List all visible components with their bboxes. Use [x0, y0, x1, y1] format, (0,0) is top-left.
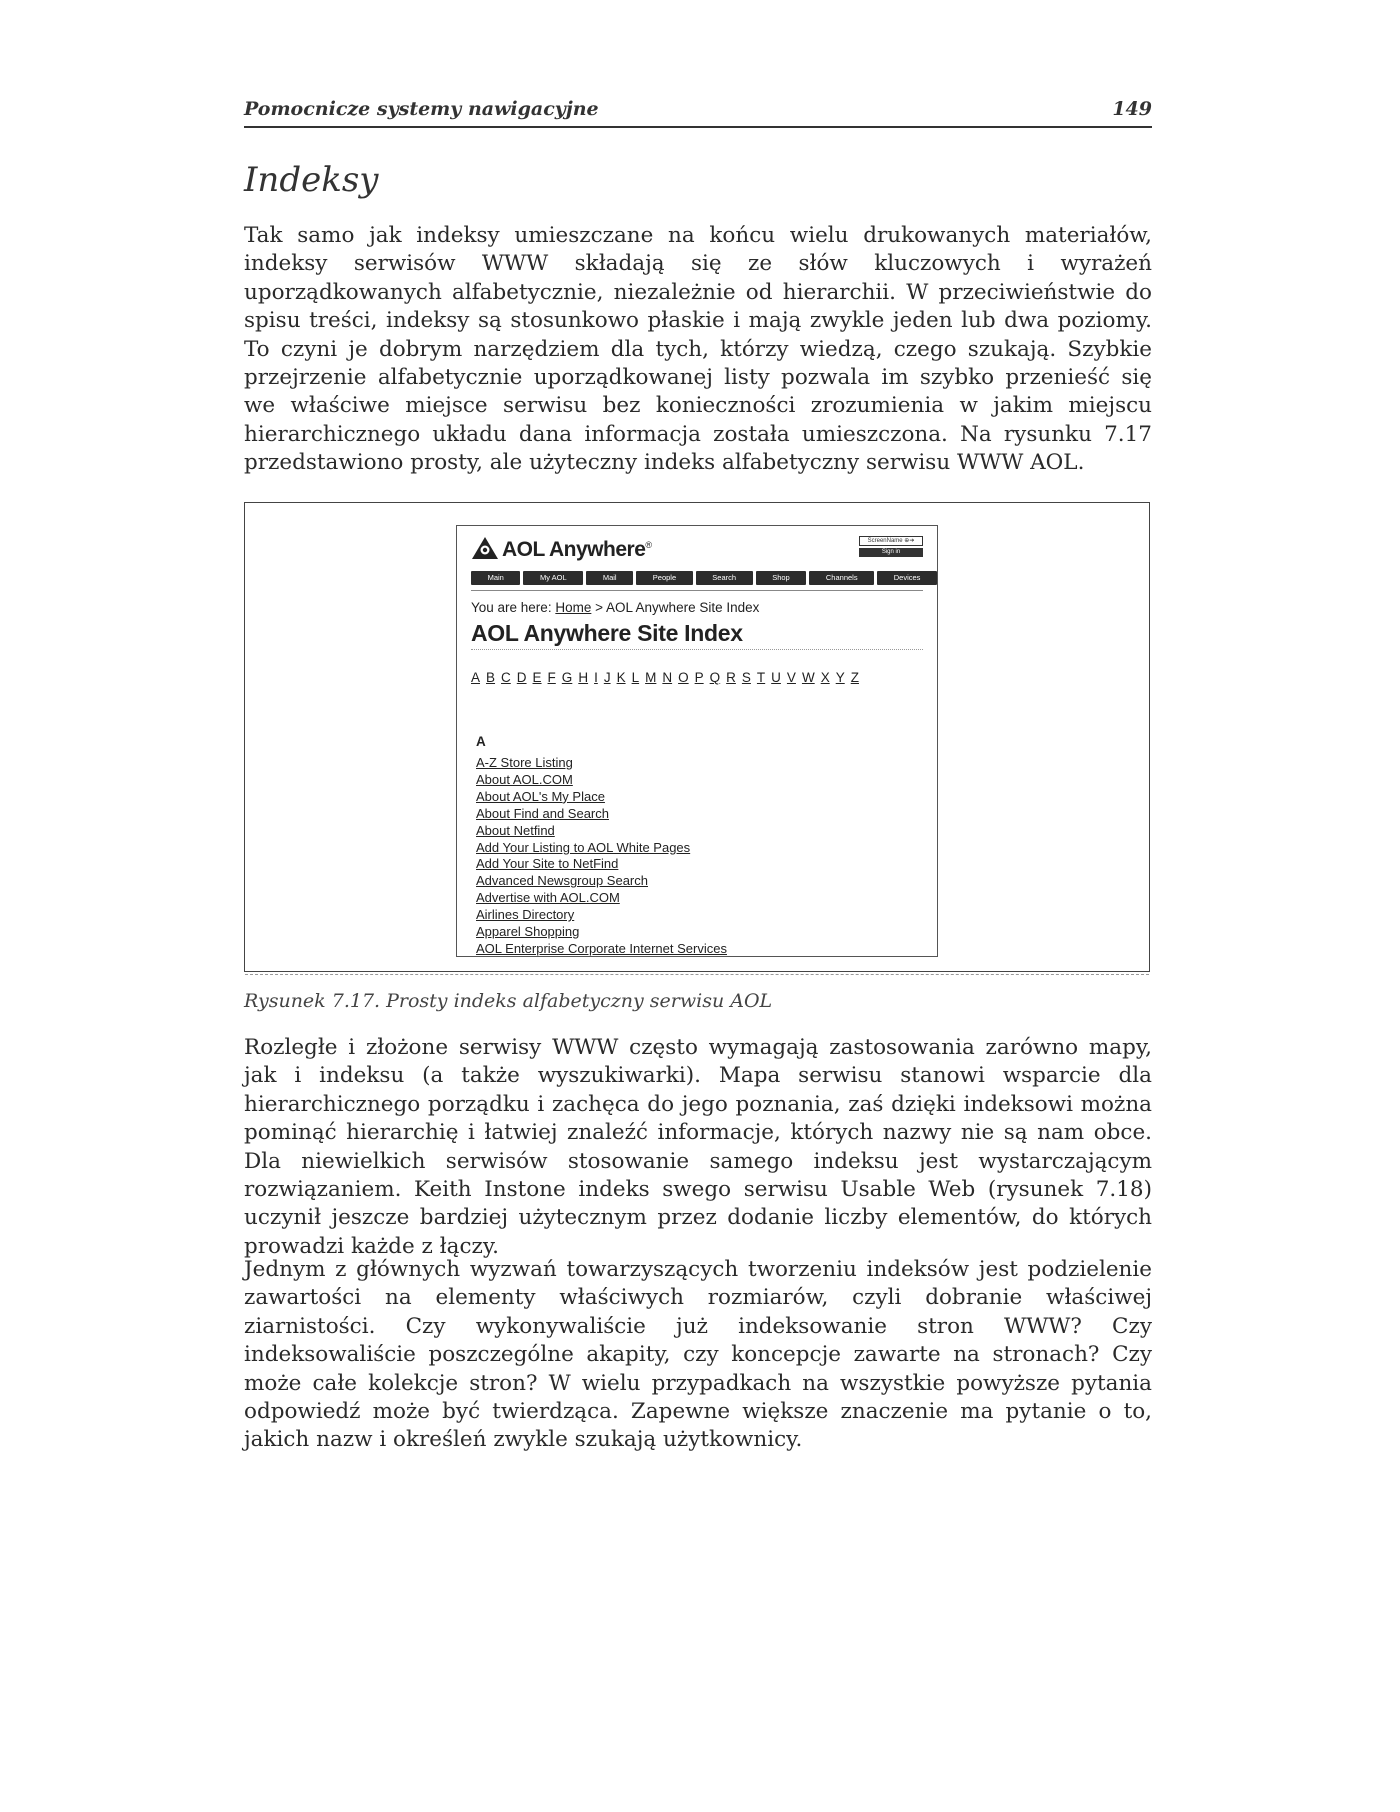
- aol-triangle-icon: [471, 536, 499, 565]
- letter-link[interactable]: U: [771, 670, 781, 685]
- index-link[interactable]: About AOL.COM: [476, 771, 573, 787]
- paragraph: Tak samo jak indeksy umieszczane na końcu wielu drukowanych materiałów, indeksy serwisów WWW składają się ze słów kluczowych i wyrażeń uporządkowanych alfabetycznie, niezależnie od hierarchii. W przeciwieństwie do spisu treści, indeksy są stosunkowo płaskie i mają zwykle jeden lub dwa poziomy. To czyni je dobrym narzędziem dla tych, którzy wiedzą, czego szukają. Szybkie przejrzenie alfabetycznie uporządkowanej listy pozwala im szybko przenieść się we właściwe miejsce serwisu bez konieczności zrozumienia w jakim miejscu hierarchicznego układu dana informacja została umieszczona. Na rysunku 7.17 przedstawiono prosty, ale użyteczny indeks alfabetyczny serwisu WWW AOL.: [244, 223, 1152, 476]
- letter-link[interactable]: N: [662, 670, 673, 685]
- breadcrumb-current: AOL Anywhere Site Index: [606, 600, 760, 615]
- letter-link[interactable]: R: [726, 670, 736, 685]
- letter-link[interactable]: F: [547, 670, 556, 685]
- index-link[interactable]: Apparel Shopping: [476, 924, 580, 940]
- breadcrumb: [471, 600, 759, 615]
- letter-link[interactable]: X: [820, 670, 830, 685]
- index-link[interactable]: Advanced Newsgroup Search: [476, 873, 648, 889]
- letter-link[interactable]: A: [471, 670, 481, 685]
- letter-link[interactable]: T: [756, 670, 766, 685]
- nav-divider: [471, 590, 923, 591]
- figure-caption: Rysunek 7.17. Prosty indeks alfabetyczny serwisu AOL: [244, 990, 773, 1012]
- paragraph: Rozległe i złożone serwisy WWW często wymagają zastosowania zarówno mapy, jak i indeksu (a także wyszukiwarki). Mapa serwisu stanowi wsparcie dla hierarchicznego porządku i zachęca do jego poznania, zaś dzięki indeksowi można pominąć hierarchię i łatwiej znaleźć informacje, których nazwy nie są nam obce. Dla niewielkich serwisów stosowanie samego indeksu jest wystarczającym rozwiązaniem. Keith Instone indeks swego serwisu Usable Web (rysunek 7.18) uczynił jeszcze bardziej użytecznym przez dodanie liczby elementów, do których prowadzi każde z łączy.: [244, 1035, 1152, 1259]
- alphabet-nav: [471, 670, 911, 686]
- index-link[interactable]: About Find and Search: [476, 805, 609, 821]
- letter-link[interactable]: K: [616, 670, 626, 685]
- nav-tab[interactable]: Devices: [877, 571, 937, 585]
- letter-link[interactable]: H: [578, 670, 589, 685]
- letter-link[interactable]: C: [501, 670, 511, 685]
- letter-link[interactable]: E: [532, 670, 542, 685]
- letter-link[interactable]: S: [741, 670, 751, 685]
- letter-link[interactable]: O: [678, 670, 689, 685]
- letter-link[interactable]: L: [631, 670, 640, 685]
- letter-link[interactable]: P: [694, 670, 704, 685]
- nav-tab[interactable]: Channels: [809, 571, 874, 585]
- index-link-list: [476, 755, 727, 957]
- index-link[interactable]: About Netfind: [476, 822, 555, 838]
- page-number: 149: [1112, 98, 1152, 120]
- nav-tab[interactable]: Main: [471, 571, 520, 585]
- letter-link[interactable]: W: [801, 670, 815, 685]
- index-link[interactable]: About AOL's My Place: [476, 788, 605, 804]
- letter-link[interactable]: D: [516, 670, 527, 685]
- aol-logo[interactable]: [471, 536, 652, 564]
- breadcrumb-separator: >: [595, 600, 604, 615]
- title-divider: [471, 649, 923, 650]
- letter-link[interactable]: I: [594, 670, 598, 685]
- running-title: Pomocnicze systemy nawigacyjne: [244, 98, 599, 120]
- index-link[interactable]: Advertise with AOL.COM: [476, 890, 620, 906]
- index-link[interactable]: Add Your Listing to AOL White Pages: [476, 839, 691, 855]
- index-link[interactable]: AOL Enterprise Corporate Internet Services: [476, 940, 727, 956]
- letter-link[interactable]: Y: [835, 670, 845, 685]
- nav-tab[interactable]: Search: [696, 571, 753, 585]
- figure-bottom-edge: [245, 974, 1149, 975]
- letter-link[interactable]: Z: [850, 670, 859, 685]
- nav-bar: [471, 571, 937, 585]
- aol-screenshot: [456, 525, 938, 957]
- signin-button[interactable]: Sign in: [859, 548, 923, 557]
- letter-link[interactable]: B: [486, 670, 496, 685]
- section-letter: A: [476, 734, 486, 749]
- breadcrumb-prefix: You are here:: [471, 600, 552, 615]
- index-title: AOL Anywhere Site Index: [471, 620, 743, 646]
- aol-brand-mark: ®: [645, 540, 652, 550]
- nav-tab[interactable]: Mail: [586, 571, 633, 585]
- aol-brand-text: AOL Anywhere: [502, 538, 646, 561]
- letter-link[interactable]: M: [645, 670, 657, 685]
- section-title: Indeksy: [244, 160, 379, 200]
- page-header: [244, 98, 1152, 128]
- letter-link[interactable]: Q: [709, 670, 721, 685]
- nav-tab[interactable]: Shop: [756, 571, 807, 585]
- nav-tab[interactable]: My AOL: [523, 571, 583, 585]
- screenname-field[interactable]: ScreenName ⊕➔: [859, 536, 923, 546]
- index-link[interactable]: A-Z Store Listing: [476, 755, 573, 770]
- nav-tab[interactable]: People: [636, 571, 693, 585]
- letter-link[interactable]: G: [561, 670, 573, 685]
- figure-frame: [244, 502, 1150, 972]
- breadcrumb-home-link[interactable]: Home: [555, 600, 592, 615]
- aol-brand: [502, 538, 652, 562]
- index-link[interactable]: Airlines Directory: [476, 907, 575, 923]
- signin-box: [859, 536, 923, 557]
- paragraph: Jednym z głównych wyzwań towarzyszących tworzeniu indeksów jest podzielenie zawartości na elementy właściwych rozmiarów, czyli dobranie właściwej ziarnistości. Czy wykonywaliście już indeksowanie stron WWW? Czy indeksowaliście poszczególne akapity, czy koncepcje zawarte na stronach? Czy może całe kolekcje stron? W wielu przypadkach na wszystkie powyższe pytania odpowiedź może być twierdząca. Zapewne większe znaczenie ma pytanie o to, jakich nazw i określeń zwykle szukają użytkownicy.: [244, 1257, 1152, 1453]
- index-link[interactable]: Add Your Site to NetFind: [476, 856, 619, 872]
- letter-link[interactable]: V: [786, 670, 796, 685]
- letter-link[interactable]: J: [603, 670, 611, 685]
